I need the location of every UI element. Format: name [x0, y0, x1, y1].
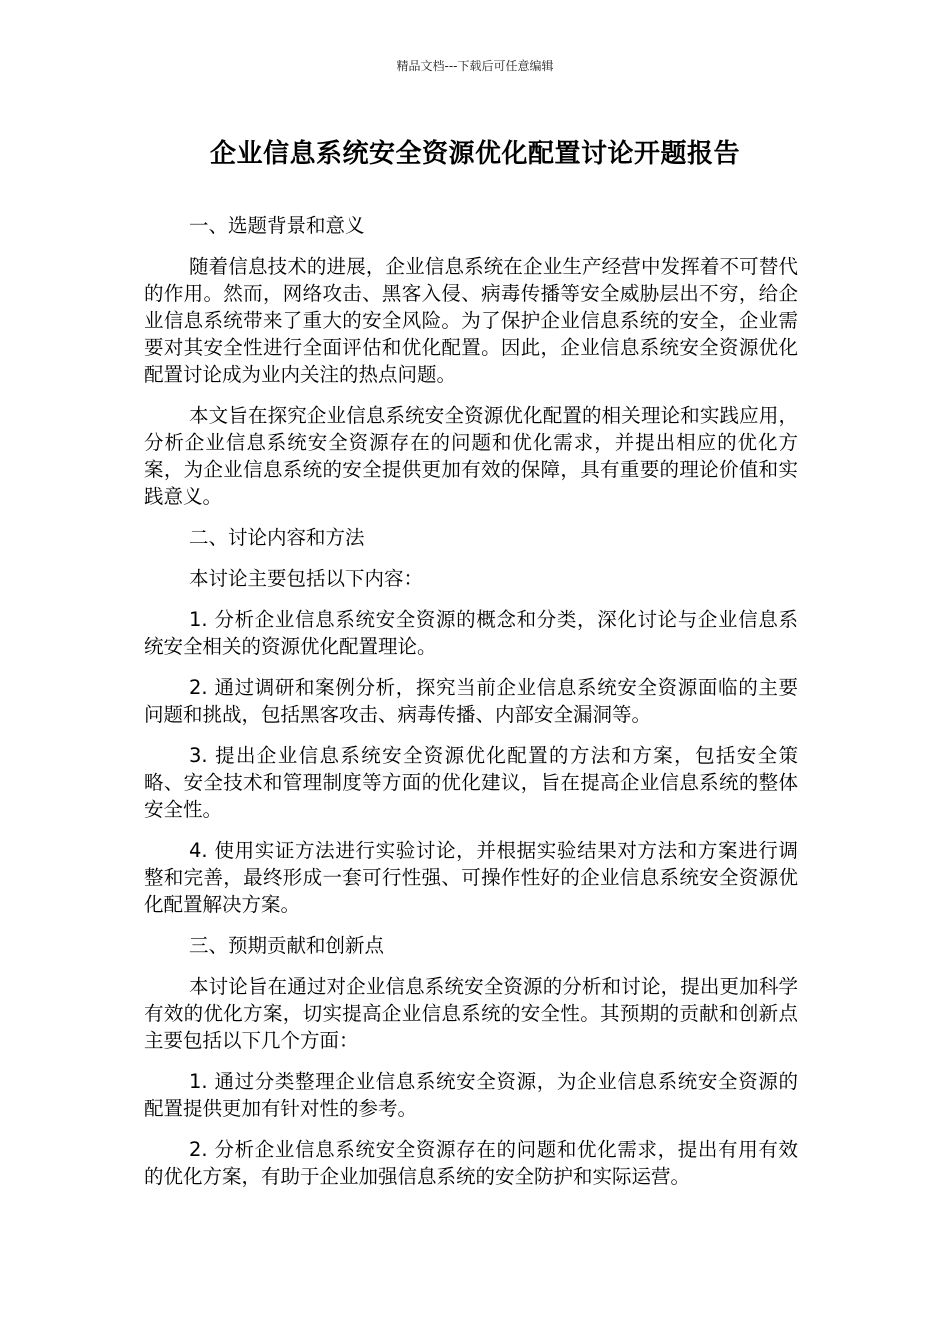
body-paragraph: 本讨论旨在通过对企业信息系统安全资源的分析和讨论，提出更加科学有效的优化方案，切实提高企业信息系统的安全性。其预期的贡献和创新点主要包括以下几个方面：	[144, 975, 798, 1052]
document-body	[144, 212, 798, 1204]
body-paragraph: 本文旨在探究企业信息系统安全资源优化配置的相关理论和实践应用，分析企业信息系统安全资源存在的问题和优化需求，并提出相应的优化方案，为企业信息系统的安全提供更加有效的保障，具有重要的理论价值和实践意义。	[144, 404, 798, 508]
list-item: 3. 提出企业信息系统安全资源优化配置的方法和方案，包括安全策略、安全技术和管理制度等方面的优化建议，旨在提高企业信息系统的整体安全性。	[144, 744, 798, 821]
list-item: 4. 使用实证方法进行实验讨论，并根据实验结果对方法和方案进行调整和完善，最终形成一套可行性强、可操作性好的企业信息系统安全资源优化配置解决方案。	[144, 839, 798, 916]
body-paragraph: 本讨论主要包括以下内容：	[189, 567, 424, 590]
list-item: 2. 分析企业信息系统安全资源存在的问题和优化需求，提出有用有效的优化方案，有助于企业加强信息系统的安全防护和实际运营。	[144, 1138, 798, 1188]
list-item: 1. 通过分类整理企业信息系统安全资源，为企业信息系统安全资源的配置提供更加有针对性的参考。	[144, 1070, 798, 1120]
body-paragraph: 随着信息技术的进展，企业信息系统在企业生产经营中发挥着不可替代的作用。然而，网络攻击、黑客入侵、病毒传播等安全威胁层出不穷，给企业信息系统带来了重大的安全风险。为了保护企业信息系统的安全，企业需要对其安全性进行全面评估和优化配置。因此，企业信息系统安全资源优化配置讨论成为业内关注的热点问题。	[144, 255, 798, 386]
section-heading: 二、讨论内容和方法	[189, 526, 365, 549]
section-heading: 三、预期贡献和创新点	[189, 934, 385, 957]
document-title: 企业信息系统安全资源优化配置讨论开题报告	[209, 139, 740, 169]
list-item: 2. 通过调研和案例分析，探究当前企业信息系统安全资源面临的主要问题和挑战，包括黑客攻击、病毒传播、内部安全漏洞等。	[144, 676, 798, 726]
section-heading: 一、选题背景和意义	[189, 214, 365, 237]
list-item: 1. 分析企业信息系统安全资源的概念和分类，深化讨论与企业信息系统安全相关的资源优化配置理论。	[144, 608, 798, 658]
page-header-note: 精品文档---下载后可任意编辑	[396, 59, 554, 73]
